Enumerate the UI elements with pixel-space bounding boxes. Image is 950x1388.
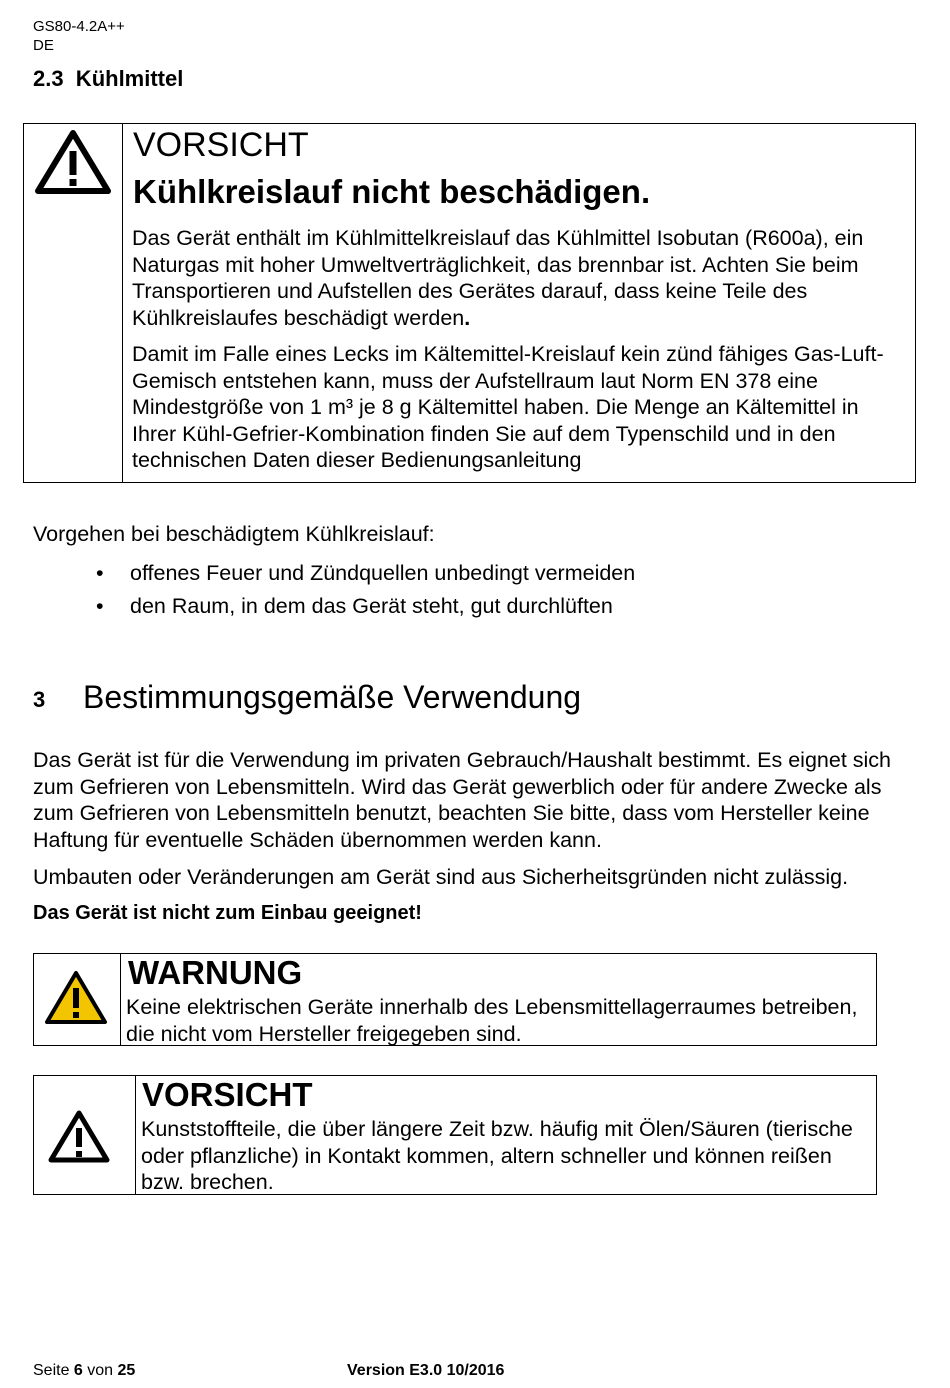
version-label: Version E3.0 10/2016 [347,1362,505,1379]
bullet-icon: • [96,561,104,585]
page-current: 6 [73,1362,83,1379]
caution-title: VORSICHT [133,126,309,164]
language-code: DE [33,37,54,54]
warning-triangle-icon [47,1109,111,1165]
caution-paragraph-1-end: . [464,305,471,330]
section-heading: Bestimmungsgemäße Verwendung [83,679,582,715]
procedure-list [0,560,950,630]
caution-title: VORSICHT [142,1076,313,1113]
caution-text: Kunststoffteile, die über längere Zeit bzw. häufig mit Ölen/Säuren (tierische oder pflanzliche) in Kontakt kommen, altern schneller und können reißen bzw. brechen. [141,1117,853,1194]
section-title: 2.3 Kühlmittel [33,66,184,91]
page-mid: von [82,1362,118,1379]
warning-title: WARNUNG [128,954,303,991]
warning-text: Keine elektrischen Geräte innerhalb des Lebensmittellagerraumes betreiben, die nicht vom Hersteller freigegeben sind. [126,995,858,1046]
page-number [33,1362,135,1380]
caution-subtitle: Kühlkreislauf nicht beschädigen. [133,173,651,210]
installation-notice: Das Gerät ist nicht zum Einbau geeignet! [33,902,422,924]
page-prefix: Seite [33,1362,74,1379]
modification-notice: Umbauten oder Veränderungen am Gerät sind aus Sicherheitsgründen nicht zulässig. [33,865,849,889]
warning-triangle-icon [34,128,112,196]
section-number: 3 [33,687,46,712]
procedure-intro: Vorgehen bei beschädigtem Kühlkreislauf: [33,522,435,546]
warning-triangle-icon [43,969,109,1027]
bullet-icon: • [96,594,104,618]
caution-paragraph-2: Damit im Falle eines Lecks im Kältemittel-Kreislauf kein zünd fähiges Gas-Luft-Gemisch entstehen kann, muss der Aufstellraum laut Norm EN 378 eine Mindestgröße von 1 m³ je 8 g Kältemittel haben. Die Menge an Kältemittel in Ihrer Kühl-Gefrier-Kombination finden Sie auf dem Typenschild und in den technischen Daten dieser Bedienungsanleitung [132,342,884,472]
model-code: GS80-4.2A++ [33,18,125,35]
usage-paragraph: Das Gerät ist für die Verwendung im privaten Gebrauch/Haushalt bestimmt. Es eignet sich zum Gefrieren von Lebensmitteln. Wird das Gerät gewerblich oder für andere Zwecke als zum Gefrieren von Lebensmitteln benutzt, beachten Sie bitte, dass vom Hersteller keine Haftung für eventuelle Schäden übernommen werden kann. [33,748,892,852]
warning-box [33,953,877,1046]
caution-paragraph-1-text: Das Gerät enthält im Kühlmittelkreislauf das Kühlmittel Isobutan (R600a), ein Naturgas mit hoher Umweltverträglichkeit, das brennbar ist. Achten Sie beim Transportieren und Aufstellen des Gerätes darauf, dass keine Teile des Kühlkreislaufes beschädigt werden [132,226,864,330]
caution-icon-cell [24,124,123,482]
caution-icon-cell [34,1076,136,1194]
list-item-text: den Raum, in dem das Gerät steht, gut durchlüften [130,594,613,618]
caution-box-coolant [23,123,916,483]
warning-icon-cell [34,954,121,1045]
page-total: 25 [117,1362,136,1379]
caution-box-plastics [33,1075,877,1195]
list-item-text: offenes Feuer und Zündquellen unbedingt vermeiden [130,561,636,585]
caution-paragraph-1 [132,225,907,331]
